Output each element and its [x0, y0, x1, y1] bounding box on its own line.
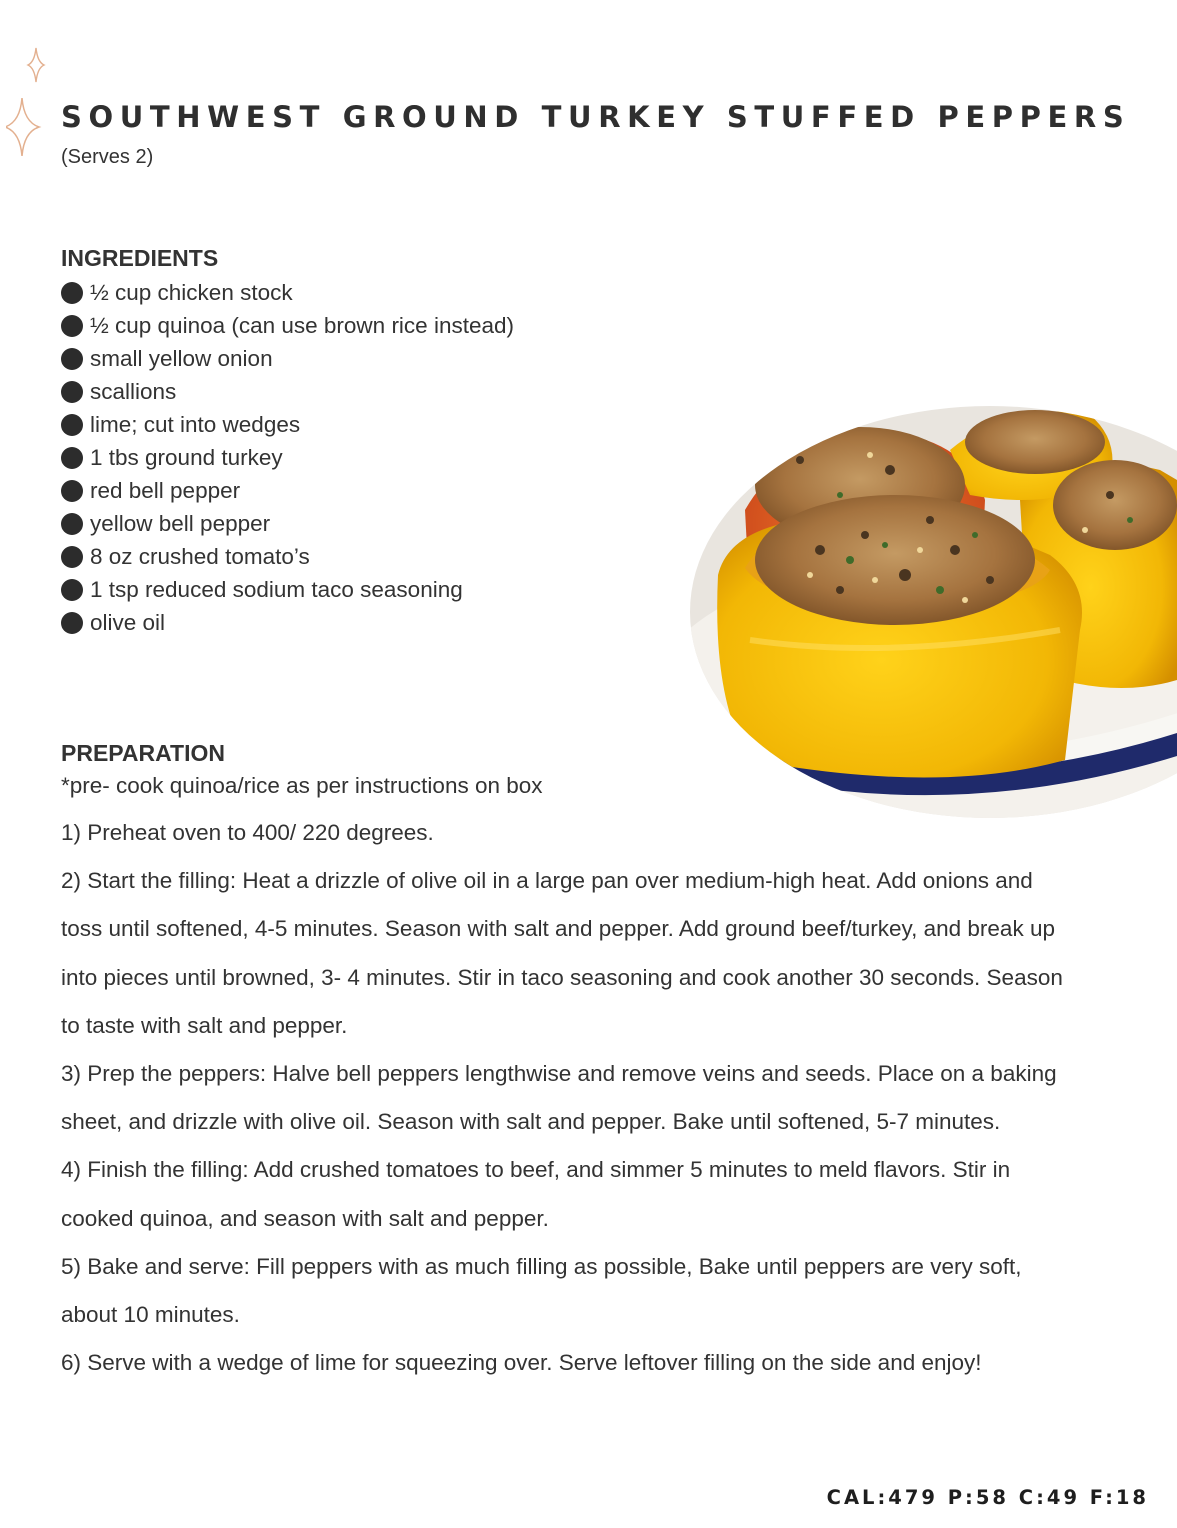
ingredient-text: 1 tbs ground turkey — [90, 444, 283, 470]
ingredient-item — [61, 408, 514, 441]
bullet-icon — [61, 546, 83, 568]
sparkle-icon — [6, 46, 50, 162]
ingredient-item — [61, 474, 514, 507]
bullet-icon — [61, 612, 83, 634]
preparation-step: 5) Bake and serve: Fill peppers with as much filling as possible, Bake until peppers are very soft, about 10 minutes. — [61, 1253, 1022, 1328]
bullet-icon — [61, 315, 83, 337]
ingredient-item — [61, 507, 514, 540]
ingredient-item — [61, 342, 514, 375]
ingredients-list — [61, 276, 514, 639]
bullet-icon — [61, 381, 83, 403]
ingredient-item — [61, 573, 514, 606]
ingredients-heading: INGREDIENTS — [61, 245, 219, 271]
ingredient-item — [61, 540, 514, 573]
preparation-step: 1) Preheat oven to 400/ 220 degrees. — [61, 820, 434, 845]
ingredient-text: yellow bell pepper — [90, 510, 271, 536]
ingredient-text: olive oil — [90, 609, 166, 635]
nutrition-macros: CAL:479 P:58 C:49 F:18 — [826, 1486, 1149, 1509]
ingredient-text: 1 tsp reduced sodium taco seasoning — [90, 576, 463, 602]
preparation-step: 4) Finish the filling: Add crushed tomatoes to beef, and simmer 5 minutes to meld flavors. Stir in cooked quinoa, and season with salt and pepper. — [61, 1157, 1011, 1231]
bullet-icon — [61, 579, 83, 601]
preparation-step: 6) Serve with a wedge of lime for squeezing over. Serve leftover filling on the side and enjoy! — [61, 1350, 982, 1376]
bullet-icon — [61, 414, 83, 436]
stuffed-peppers-photo — [690, 400, 1177, 825]
preparation-heading: PREPARATION — [61, 740, 225, 766]
bullet-icon — [61, 447, 83, 469]
ingredient-item — [61, 309, 514, 342]
bullet-icon — [61, 513, 83, 535]
ingredient-item — [61, 375, 514, 408]
ingredient-item — [61, 606, 514, 639]
ingredient-text: small yellow onion — [90, 345, 273, 371]
ingredient-text: scallions — [90, 378, 177, 404]
ingredient-item — [61, 276, 514, 309]
preparation-step: 3) Prep the peppers: Halve bell peppers lengthwise and remove veins and seeds. Place on a baking sheet, and drizzle with olive oil. Season with salt and pepper. Bake until softened, 5-7 minutes. — [61, 1061, 1057, 1135]
preparation-note: *pre- cook quinoa/rice as per instructions on box — [61, 773, 543, 798]
ingredient-item — [61, 441, 514, 474]
preparation-steps — [61, 809, 1071, 1387]
serving-size: (Serves 2) — [61, 146, 154, 168]
ingredient-text: ½ cup quinoa (can use brown rice instead) — [90, 312, 514, 338]
recipe-title: SOUTHWEST GROUND TURKEY STUFFED PEPPERS — [61, 100, 1131, 134]
ingredient-text: red bell pepper — [90, 477, 241, 503]
ingredient-text: 8 oz crushed tomato’s — [90, 543, 310, 569]
ingredient-text: lime; cut into wedges — [90, 411, 301, 437]
bullet-icon — [61, 282, 83, 304]
bullet-icon — [61, 480, 83, 502]
preparation-step: 2) Start the filling: Heat a drizzle of olive oil in a large pan over medium-high heat. Add onions and toss until softened, 4-5 minutes. Season with salt and pepper. Add ground beef/turkey, and break up into pieces until browned, 3- 4 minutes. Stir in taco seasoning and cook another 30 seconds. Season to taste with salt and pepper. — [61, 868, 1063, 1038]
bullet-icon — [61, 348, 83, 370]
ingredient-text: ½ cup chicken stock — [90, 279, 293, 305]
